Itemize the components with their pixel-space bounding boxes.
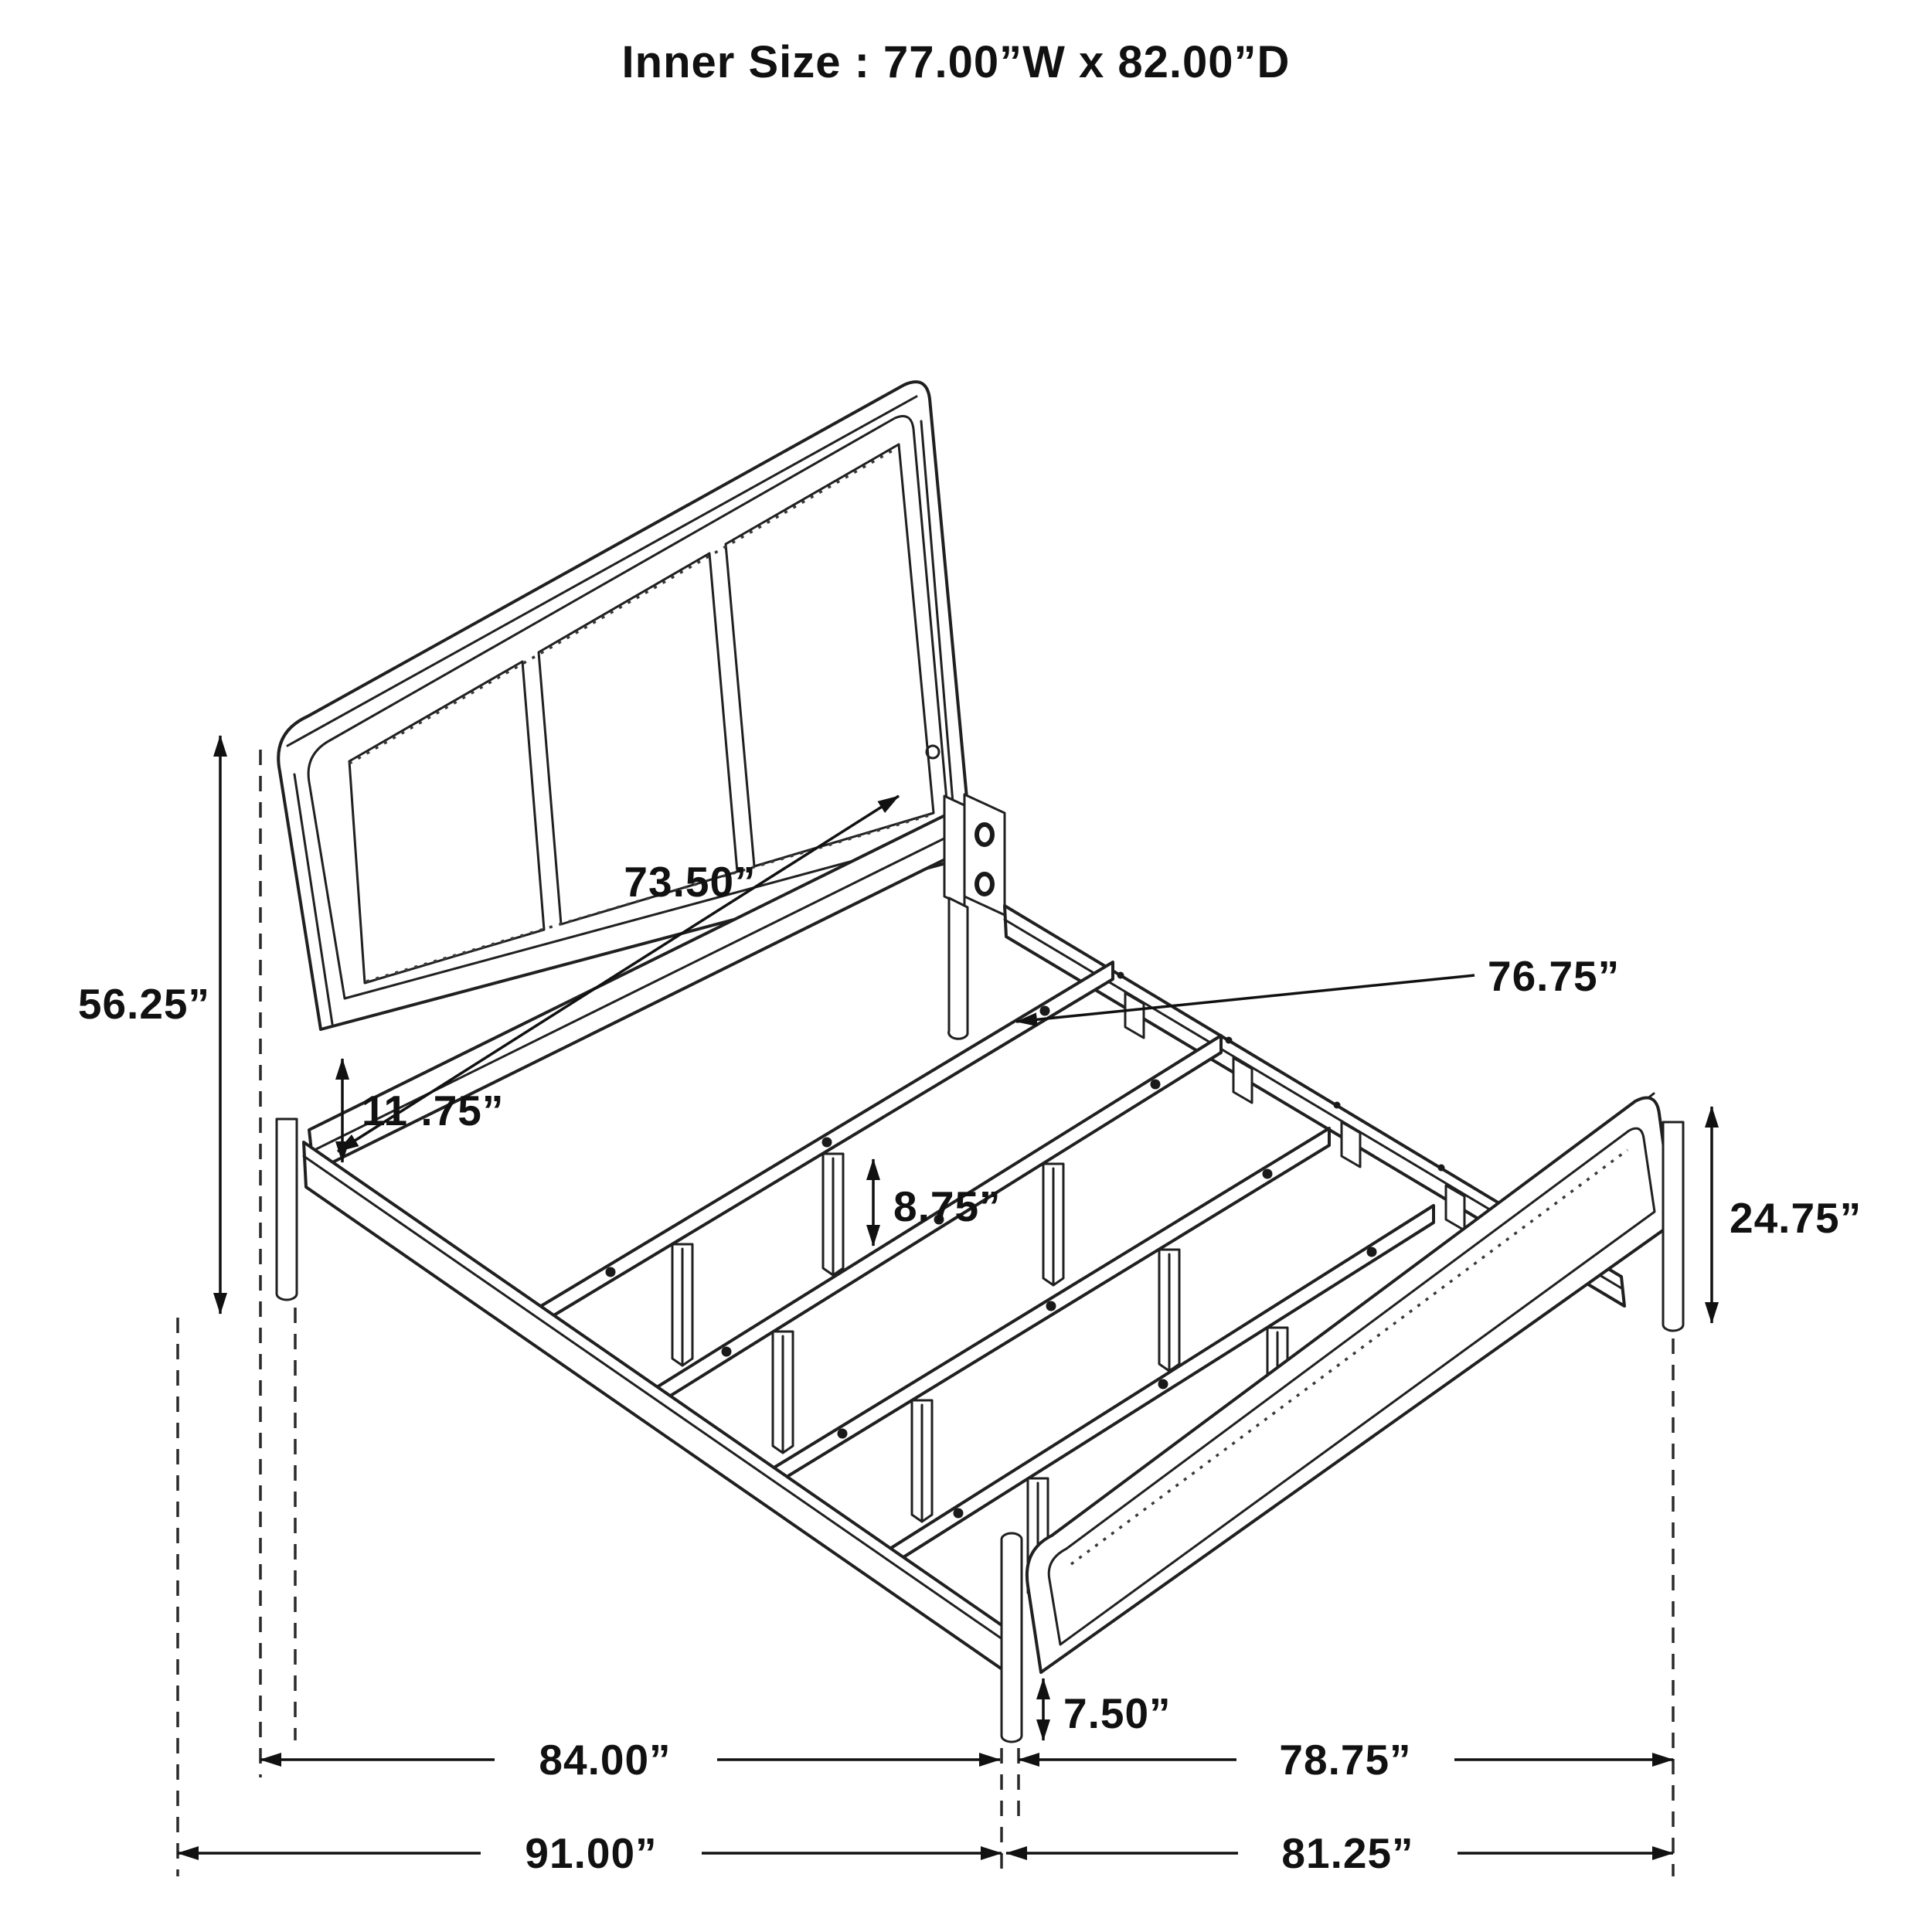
bracket-front-plate: [964, 794, 1005, 915]
dim-label-11-75: 11 .75”: [362, 1087, 505, 1134]
dim-label-7-50: 7.50”: [1063, 1689, 1172, 1737]
headboard-leg-right-post: [949, 898, 968, 1039]
dim-label-81-25: 81.25”: [1281, 1829, 1414, 1877]
bracket-bolt-hole-upper: [977, 825, 992, 845]
dim-foot-inner-span: [1019, 1736, 1673, 1784]
dim-label-78-75: 78.75”: [1279, 1736, 1412, 1784]
footboard-leg-front-post: [1002, 1539, 1022, 1742]
dim-label-56-25: 56.25”: [77, 980, 210, 1028]
slat-hole: [954, 1509, 964, 1519]
dim-footboard-clearance: [1043, 1679, 1172, 1740]
footboard-leg-right-post: [1663, 1122, 1683, 1331]
slat-hole: [1151, 1080, 1161, 1090]
dim-overall-depth: [178, 1829, 1002, 1877]
dim-label-76-75: 76.75”: [1488, 952, 1621, 1000]
bed-frame-drawing: [277, 382, 1683, 1742]
slat-hole: [1263, 1169, 1273, 1179]
slat-hole: [606, 1267, 616, 1277]
footboard-leg-front: [1002, 1533, 1022, 1742]
headboard-leg-left-post: [277, 1119, 297, 1300]
rail-bolt-dot: [1117, 972, 1124, 979]
dim-label-73-50: 73.50”: [624, 858, 757, 906]
footboard-panel: [1027, 1098, 1674, 1672]
slat-hole: [822, 1138, 832, 1148]
dim-side-rail-span: [260, 1736, 1000, 1784]
dim-footboard-height: [1712, 1107, 1862, 1323]
headboard-bracket: [944, 794, 1005, 1039]
slat-hole: [1158, 1379, 1168, 1389]
dim-label-84-00: 84.00”: [539, 1736, 672, 1784]
dim-headboard-height: [78, 736, 220, 1314]
page-title: Inner Size : 77.00”W x 82.00”D: [621, 37, 1291, 87]
footboard-leg-right: [1663, 1122, 1683, 1331]
bracket-back-plate: [944, 796, 964, 906]
headboard-leg-left: [277, 1119, 297, 1300]
rail-bolt-dot: [1438, 1165, 1445, 1172]
slat-hole: [1040, 1006, 1050, 1016]
slat-hole: [1367, 1247, 1377, 1257]
rail-bolt-dot: [1226, 1037, 1233, 1044]
dim-slat-leg-height: [873, 1159, 1002, 1246]
dim-overall-width: [1006, 1829, 1673, 1877]
headboard: [278, 382, 972, 1029]
slat-hole: [838, 1429, 848, 1439]
rail-bolt-dot: [1334, 1102, 1341, 1109]
dim-label-24-75: 24.75”: [1730, 1194, 1862, 1242]
dim-label-8-75: 8.75”: [893, 1182, 1002, 1230]
dim-label-91-00: 91.00”: [525, 1829, 658, 1877]
slat-2: [657, 1036, 1221, 1453]
slat-hole: [722, 1347, 732, 1357]
bracket-bolt-hole-lower: [977, 874, 992, 894]
slat-hole: [1046, 1301, 1056, 1311]
